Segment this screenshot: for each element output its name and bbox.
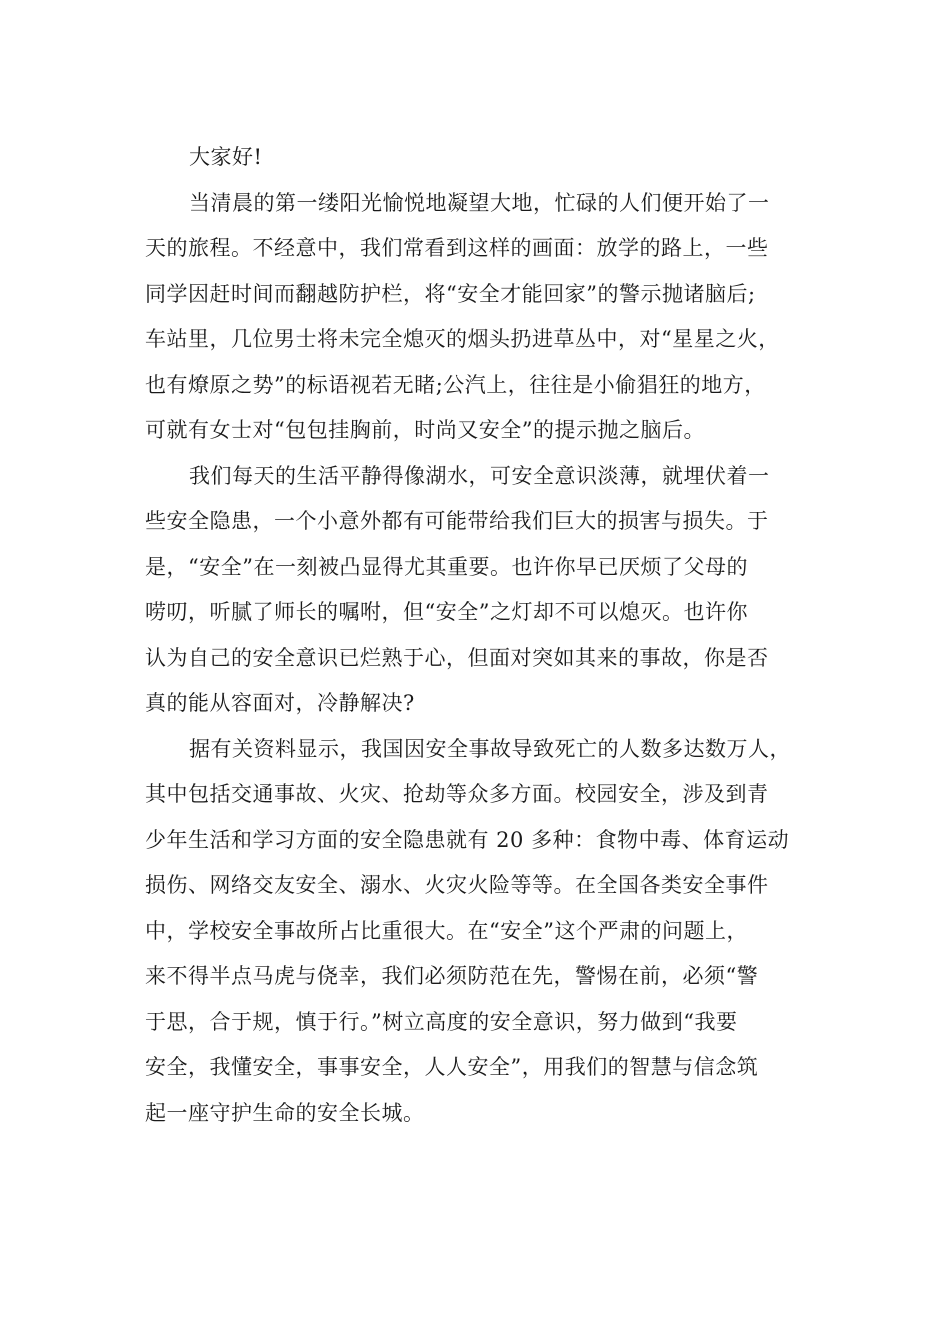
paragraph-statistics — [145, 727, 807, 1137]
text-line: 其中包括交通事故、火灾、抢劫等众多方面。校园安全，涉及到青 — [145, 782, 769, 806]
text-line: 我们每天的生活平静得像湖水，可安全意识淡薄，就埋伏着一 — [189, 463, 770, 488]
paragraph-morning-scenes — [145, 181, 807, 454]
speech-body — [145, 135, 807, 1136]
text-line: 真的能从容面对，冷静解决? — [145, 691, 415, 715]
text-line: 些安全隐患，一个小意外都有可能带给我们巨大的损害与损失。于 — [145, 509, 769, 533]
text-line: 是，“安全”在一刻被凸显得尤其重要。也许你早已厌烦了父母的 — [145, 554, 748, 579]
text-line: 安全，我懂安全，事事安全，人人安全”，用我们的智慧与信念筑 — [145, 1055, 759, 1079]
text-line: 也有燎原之势”的标语视若无睹;公汽上，往往是小偷猖狂的地方， — [145, 372, 766, 397]
text-line: 唠叨，听腻了师长的嘱咐，但“安全”之灯却不可以熄灭。也许你 — [145, 600, 748, 624]
greeting-paragraph — [145, 135, 807, 181]
text-line: 据有关资料显示，我国因安全事故导致死亡的人数多达数万人， — [189, 736, 791, 761]
text-line: 当清晨的第一缕阳光愉悦地凝望大地，忙碌的人们便开始了一 — [189, 190, 770, 215]
text-line: 中，学校安全事故所占比重很大。在“安全”这个严肃的问题上， — [145, 918, 748, 943]
text-line: 车站里，几位男士将未完全熄灭的烟头扔进草丛中，对“星星之火， — [145, 327, 780, 351]
text-line: 损伤、网络交友安全、溺水、火灾火险等等。在全国各类安全事件 — [145, 873, 769, 897]
text-line: 来不得半点马虎与侥幸，我们必须防范在先，警惕在前，必须“警 — [145, 964, 759, 988]
text-line: 少年生活和学习方面的安全隐患就有 20 多种：食物中毒、体育运动 — [145, 827, 790, 852]
text-line: 起一座守护生命的安全长城。 — [145, 1100, 425, 1125]
text-line: 天的旅程。不经意中，我们常看到这样的画面：放学的路上，一些 — [145, 236, 769, 260]
text-line: 认为自己的安全意识已烂熟于心，但面对突如其来的事故，你是否 — [145, 645, 769, 670]
paragraph-safety-awareness — [145, 454, 807, 727]
text-line: 大家好! — [189, 145, 263, 169]
text-line: 于思，合于规，慎于行。”树立高度的安全意识，努力做到“我要 — [145, 1009, 738, 1034]
text-line: 同学因赶时间而翻越防护栏，将“安全才能回家”的警示抛诸脑后; — [145, 281, 756, 306]
text-line: 可就有女士对“包包挂胸前，时尚又安全”的提示抛之脑后。 — [145, 418, 705, 442]
